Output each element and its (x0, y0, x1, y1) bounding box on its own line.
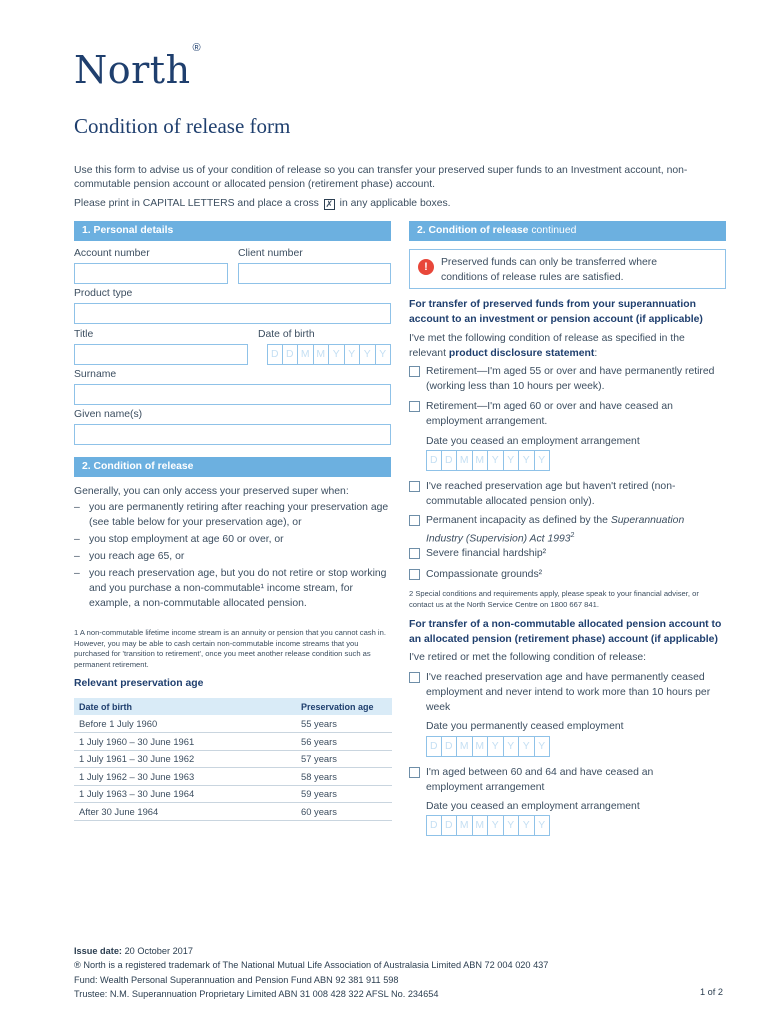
list-item: – you stop employment at age 60 or over, or (74, 532, 392, 547)
table-header: Preservation age (296, 698, 392, 715)
permanently-ceased-date-field[interactable]: D D M M Y Y Y Y (426, 736, 550, 757)
account-number-field[interactable] (74, 263, 228, 284)
aged-60-64-date-field[interactable]: D D M M Y Y Y Y (426, 815, 550, 836)
north-logo: North ® (74, 42, 202, 92)
warning-icon: ! (418, 259, 434, 275)
list-item: – you are permanently retiring after reaching your preservation age (see table below for your preservation age), or (74, 500, 392, 530)
ceased-date-label: Date you ceased an employment arrangement (426, 436, 640, 447)
retirement-60-checkbox[interactable] (409, 401, 420, 412)
retirement-60-label: Retirement—I'm aged 60 or over and have ceased an employment arrangement. (426, 401, 673, 427)
product-type-label: Product type (74, 288, 133, 299)
given-names-field[interactable] (74, 424, 391, 445)
transfer-heading-pension: For transfer of a non-commutable allocated pension account to an allocated pension (retirement phase) account (if applicable) (409, 619, 722, 645)
title-field[interactable] (74, 344, 248, 365)
title-label: Title (74, 329, 94, 340)
condition-intro: Generally, you can only access your preserved super when: (74, 486, 349, 497)
notice-box (409, 249, 726, 289)
date-of-birth-field[interactable]: D D M M Y Y Y Y (267, 344, 391, 365)
client-number-label: Client number (238, 248, 303, 259)
compassionate-grounds-checkbox[interactable] (409, 569, 420, 580)
section-heading-personal-details: 1. Personal details (74, 221, 391, 241)
page-number: 1 of 2 (700, 987, 723, 997)
retirement-55-label: Retirement—I'm aged 55 or over and have permanently retired (working less than 10 hours per week). (426, 366, 715, 392)
footnote-1: 1 A non-commutable lifetime income stream is an annuity or pension that you cannot cash in. However, you may be able to cash certain non-commutable income streams that you purchased for 'transition to retirement', once you meet another release condition such as permanent retirement. (74, 628, 386, 669)
transfer-intro-super: I've met the following condition of release as specified in the relevant product disclosure statement: (409, 333, 685, 359)
table-row: Before 1 July 1960 55 years (74, 715, 392, 733)
preservation-age-table (74, 698, 392, 821)
notice-text: Preserved funds can only be transferred where conditions of release rules are satisfied. (441, 257, 658, 283)
ceased-employment-permanently-checkbox[interactable] (409, 672, 420, 683)
retirement-55-checkbox[interactable] (409, 366, 420, 377)
permanently-ceased-date-label: Date you permanently ceased employment (426, 721, 624, 732)
surname-label: Surname (74, 369, 117, 380)
client-number-field[interactable] (238, 263, 391, 284)
list-item: – you reach preservation age, but you do not retire or stop working and you purchase a non-commutable¹ income stream, for example, a non-commutable allocated pension. (74, 566, 392, 611)
given-names-label: Given name(s) (74, 409, 143, 420)
intro-text: Use this form to advise us of your condition of release so you can transfer your preserved super funds to an Investment account, non-commutable pension account or allocated pension (retirement phase) account. (74, 165, 688, 190)
table-row: 1 July 1961 – 30 June 1962 57 years (74, 750, 392, 768)
section-heading-condition-continued: 2. Condition of release continued (409, 221, 726, 241)
ceased-employment-date-field[interactable]: D D M M Y Y Y Y (426, 450, 550, 471)
footer (74, 945, 674, 1001)
print-instruction: Please print in CAPITAL LETTERS and place a cross ✗ in any applicable boxes. (74, 198, 451, 209)
issue-date: Issue date: 20 October 2017 (74, 946, 194, 956)
trustee-info: Trustee: N.M. Superannuation Proprietary Limited ABN 31 008 428 322 AFSL No. 234654 (74, 988, 439, 999)
section-heading-condition-of-release: 2. Condition of release (74, 457, 391, 477)
cross-mark-icon: ✗ (325, 199, 334, 209)
account-number-label: Account number (74, 248, 150, 259)
transfer-intro-pension: I've retired or met the following condition of release: (409, 652, 647, 663)
trademark-note: ® North is a registered trademark of The National Mutual Life Association of Australasia Limited ABN 72 004 020 437 (74, 959, 549, 970)
table-header: Date of birth (74, 698, 296, 715)
ceased-employment-permanently-label: I've reached preservation age and have permanently ceased employment and never intend to work more than 10 hours per week (426, 672, 711, 713)
compassionate-grounds-label: Compassionate grounds² (426, 569, 543, 580)
footnote-2: 2 Special conditions and requirements apply, please speak to your financial adviser, or contact us at the North Service Centre on 1800 667 841. (409, 589, 699, 609)
permanent-incapacity-checkbox[interactable] (409, 515, 420, 526)
table-row: 1 July 1962 – 30 June 1963 58 years (74, 768, 392, 786)
date-of-birth-label: Date of birth (258, 329, 315, 340)
aged-60-64-date-label: Date you ceased an employment arrangement (426, 801, 640, 812)
transfer-heading-super: For transfer of preserved funds from your superannuation account to an investment or pension account (if applicable) (409, 299, 703, 325)
preservation-age-not-retired-label: I've reached preservation age but haven't retired (non-commutable allocated pension only). (426, 481, 676, 507)
aged-60-64-checkbox[interactable] (409, 767, 420, 778)
permanent-incapacity-label: Permanent incapacity as defined by the Superannuation Industry (Supervision) Act 1993$^2$ (426, 515, 685, 545)
page-title: Condition of release form (74, 114, 291, 138)
financial-hardship-checkbox[interactable] (409, 548, 420, 559)
condition-list (74, 500, 392, 613)
aged-60-64-label: I'm aged between 60 and 64 and have ceased an employment arrangement (426, 767, 654, 793)
table-row: After 30 June 1964 60 years (74, 803, 392, 821)
preservation-table-title: Relevant preservation age (74, 678, 204, 689)
table-row: 1 July 1963 – 30 June 1964 59 years (74, 785, 392, 803)
fund-info: Fund: Wealth Personal Superannuation and Pension Fund ABN 92 381 911 598 (74, 975, 399, 985)
product-type-field[interactable] (74, 303, 391, 324)
financial-hardship-label: Severe financial hardship² (426, 548, 547, 559)
list-item: – you reach age 65, or (74, 549, 392, 564)
surname-field[interactable] (74, 384, 391, 405)
table-row: 1 July 1960 – 30 June 1961 56 years (74, 733, 392, 751)
preservation-age-not-retired-checkbox[interactable] (409, 481, 420, 492)
